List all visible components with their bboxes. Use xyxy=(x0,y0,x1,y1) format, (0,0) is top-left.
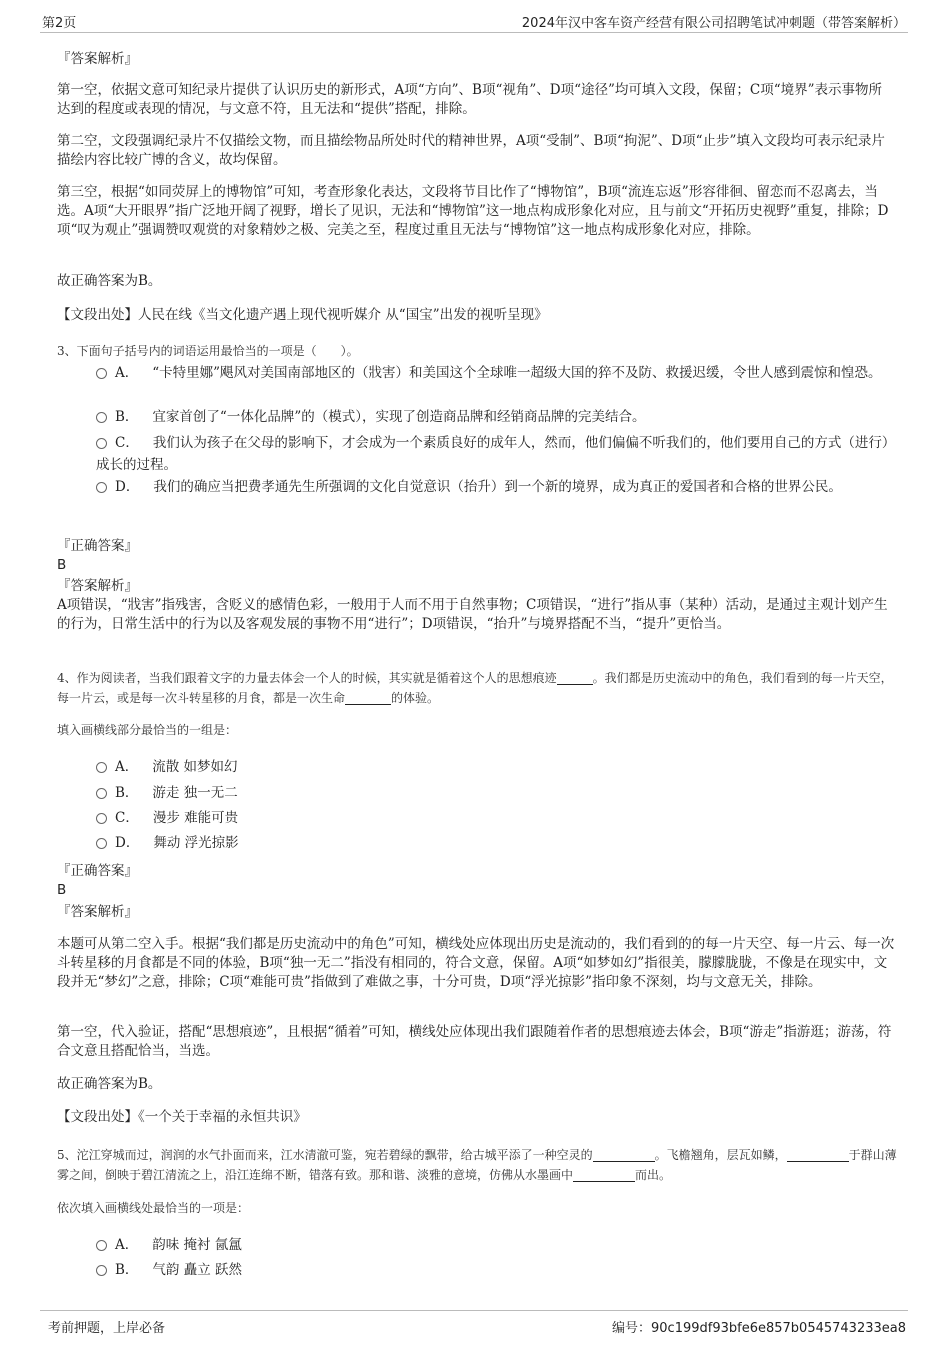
conclusion: 故正确答案为B。 xyxy=(57,273,162,289)
question-4-analysis-1: 本题可从第二空入手。根据“我们都是历史流动中的角色”可知，横线处应体现出历史是流动的，我们看到的的每一片天空、每一片云、每一次斗转星移的月食都是不同的体验，B项“独一无二”指没有相同的，符合文意，保留。A项“如梦如幻”指很美，朦朦胧胧，不像是在现实中，文段并无“梦幻”之意，排除；C项“难能可贵”指做到了难做之事，十分可贵，D项“浮光掠影”指印象不深刻，均与文意无关，排除。 xyxy=(57,936,895,990)
question-4-analysis-2: 第一空，代入验证，搭配“思想痕迹”，且根据“循着”可知，横线处应体现出我们跟随着作者的思想痕迹去体会，B项“游走”指游逛；游荡，符合文意且搭配恰当，当选。 xyxy=(57,1024,892,1059)
radio-icon[interactable] xyxy=(96,482,107,493)
radio-icon[interactable] xyxy=(96,788,107,799)
radio-icon[interactable] xyxy=(96,1240,107,1251)
option-text: 韵味 掩衬 氤氲 xyxy=(152,1237,242,1253)
radio-icon[interactable] xyxy=(96,368,107,379)
analysis-paragraph-2: 第二空，文段强调纪录片不仅描绘文物，而且描绘物品所处时代的精神世界，A项“受制”、B项“拘泥”、D项“止步”填入文段均可表示纪录片描绘内容比较广博的含义，故均保留。 xyxy=(57,133,885,168)
option-text: 漫步 难能可贵 xyxy=(152,810,239,826)
analysis-paragraph-3: 第三空，根据“如同荧屏上的博物馆”可知，考查形象化表达，文段将节目比作了“博物馆”，B项“流连忘返”形容徘徊、留恋而不忍离去，当选。A项“大开眼界”指广泛地开阔了视野，增长了见识，无法和“博物馆”这一地点构成形象化对应，且与前文“开拓历史视野”重复，排除；D项“叹为观止”强调赞叹观赏的对象精妙之极、完美之至，程度过重且无法与“博物馆”这一地点构成形象化对应，排除。 xyxy=(57,184,889,238)
radio-icon[interactable] xyxy=(96,762,107,773)
question-4-option-b[interactable] xyxy=(96,782,896,804)
analysis-paragraph-1: 第一空，依据文意可知纪录片提供了认识历史的新形式，A项“方向”、B项“视角”、D项“途径”均可填入文段，保留；C项“境界”表示事物所达到的程度或表现的情况，与文意不符，且无法和“提供”搭配，排除。 xyxy=(57,82,883,117)
option-label: C． xyxy=(115,810,139,826)
radio-icon[interactable] xyxy=(96,1265,107,1276)
option-text: 我们的确应当把费孝通先生所强调的文化自觉意识（抬升）到一个新的境界，成为真正的爱国者和合格的世界公民。 xyxy=(153,479,842,495)
question-5-option-b[interactable] xyxy=(96,1259,896,1281)
question-3-option-a[interactable] xyxy=(96,362,896,384)
stem-text: 。我们都是历史流动中的角色，我们看到的每一片天空，每一片云，或是每一次斗转星移的月食，都是一次生命 xyxy=(57,671,893,705)
stem-text: 而出。 xyxy=(635,1168,672,1182)
correct-answer-label: 『正确答案』 xyxy=(57,538,138,554)
page-header xyxy=(40,12,908,33)
question-5-prompt: 依次填入画横线处最恰当的一项是： xyxy=(57,1201,250,1215)
question-4-stem xyxy=(57,668,900,708)
stem-text: 5、沱江穿城而过，润润的水气扑面而来，江水清澈可鉴，宛若碧绿的飘带，给古城平添了一种空灵的 xyxy=(57,1148,593,1162)
analysis-label: 『答案解析』 xyxy=(57,904,138,920)
radio-icon[interactable] xyxy=(96,412,107,423)
option-label: A． xyxy=(115,365,139,381)
answer-blank xyxy=(593,1148,655,1162)
analysis-label: 『答案解析』 xyxy=(57,51,138,67)
question-4-prompt: 填入画横线部分最恰当的一组是： xyxy=(57,723,238,737)
option-text: 舞动 浮光掠影 xyxy=(153,835,239,851)
option-text: 我们认为孩子在父母的影响下，才会成为一个素质良好的成年人，然而，他们偏偏不听我们的，他们要用自己的方式（进行）成长的过程。 xyxy=(96,435,896,473)
option-label: B． xyxy=(115,1262,139,1278)
question-4-option-d[interactable] xyxy=(96,832,896,854)
question-3-option-c[interactable] xyxy=(96,432,896,476)
stem-text: 于群山薄雾之间，倒映于碧江清流之上，沿江连绵不断，错落有致。那和谐、淡雅的意境，仿佛从水墨画中 xyxy=(57,1148,897,1182)
question-3-option-b[interactable] xyxy=(96,406,896,428)
radio-icon[interactable] xyxy=(96,438,107,449)
question-5-stem xyxy=(57,1145,900,1185)
option-label: D． xyxy=(115,835,140,851)
option-label: B． xyxy=(115,409,139,425)
source-citation: 【文段出处】人民在线《当文化遗产遇上现代视听媒介 从“国宝”出发的视听呈现》 xyxy=(57,307,548,323)
question-3-analysis: A项错误，“戕害”指残害，含贬义的感情色彩，一般用于人而不用于自然事物；C项错误，“进行”指从事（某种）活动，是通过主观计划产生的行为，日常生活中的行为以及客观发展的事物不用“进行”；D项错误，“抬升”与境界搭配不当，“提升”更恰当。 xyxy=(57,597,888,632)
question-4-option-a[interactable] xyxy=(96,756,896,778)
correct-answer-label: 『正确答案』 xyxy=(57,863,138,879)
question-5-option-a[interactable] xyxy=(96,1234,896,1256)
question-3-stem: 3、下面句子括号内的词语运用最恰当的一项是（ ）。 xyxy=(57,344,359,358)
option-label: C． xyxy=(115,435,139,451)
conclusion: 故正确答案为B。 xyxy=(57,1076,162,1092)
option-label: A． xyxy=(115,759,139,775)
page-number: 第2页 xyxy=(42,16,77,31)
stem-text: 4、作为阅读者，当我们跟着文字的力量去体会一个人的时候，其实就是循着这个人的思想痕迹 xyxy=(57,671,557,685)
radio-icon[interactable] xyxy=(96,813,107,824)
analysis-label: 『答案解析』 xyxy=(57,578,138,594)
option-text: “卡特里娜”飓风对美国南部地区的（戕害）和美国这个全球唯一超级大国的猝不及防、救援迟缓，令世人感到震惊和惶恐。 xyxy=(152,365,882,381)
answer-blank xyxy=(557,671,593,685)
page-footer xyxy=(40,1310,908,1337)
question-3-option-d[interactable] xyxy=(96,476,896,498)
option-label: D． xyxy=(115,479,140,495)
option-label: A． xyxy=(115,1237,139,1253)
answer-blank xyxy=(573,1168,635,1182)
document-id: 编号：90c199df93bfe6e857b0545743233ea8 xyxy=(612,1321,906,1336)
footer-slogan: 考前押题，上岸必备 xyxy=(48,1321,166,1336)
radio-icon[interactable] xyxy=(96,838,107,849)
answer-blank xyxy=(787,1148,849,1162)
source-citation: 【文段出处】《一个关于幸福的永恒共识》 xyxy=(57,1109,307,1125)
option-text: 流散 如梦如幻 xyxy=(152,759,238,775)
option-text: 气韵 矗立 跃然 xyxy=(152,1262,243,1278)
option-label: B． xyxy=(115,785,139,801)
option-text: 游走 独一无二 xyxy=(152,785,238,801)
answer-blank xyxy=(345,691,391,705)
document-title: 2024年汉中客车资产经营有限公司招聘笔试冲刺题（带答案解析） xyxy=(521,16,906,31)
question-4-option-c[interactable] xyxy=(96,807,896,829)
correct-answer-value: B xyxy=(57,557,67,573)
option-text: 宜家首创了“一体化品牌”的（模式），实现了创造商品牌和经销商品牌的完美结合。 xyxy=(152,409,646,425)
stem-text: 。飞檐翘角，层瓦如鳞， xyxy=(654,1148,787,1162)
stem-text: 的体验。 xyxy=(391,691,440,705)
correct-answer-value: B xyxy=(57,882,67,898)
